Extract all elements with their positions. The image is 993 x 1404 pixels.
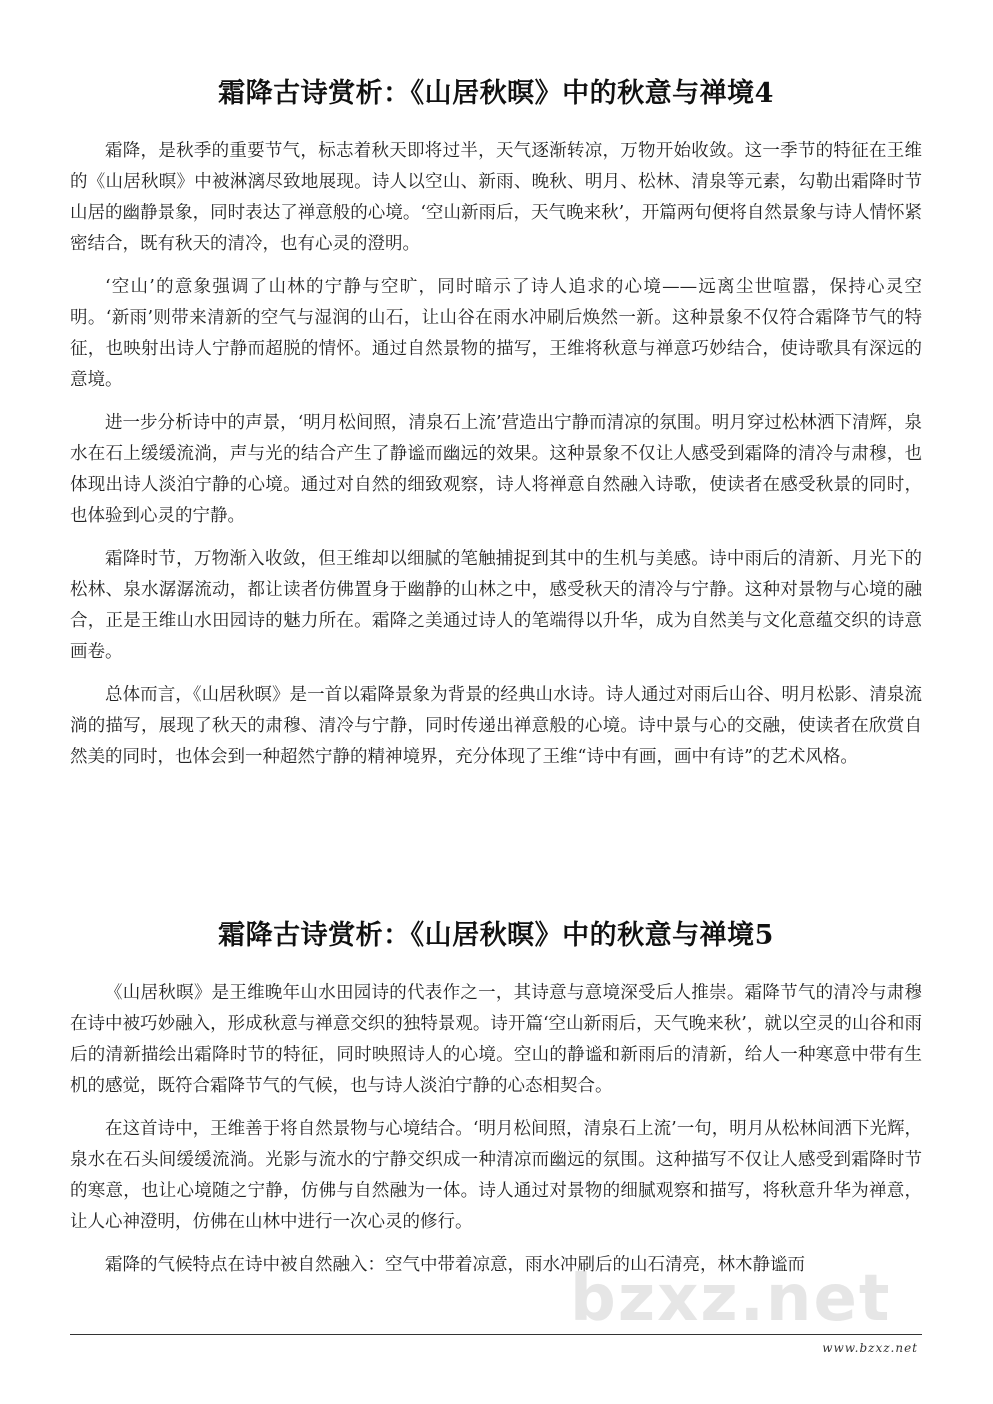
article-title: 霜降古诗赏析：《山居秋暝》中的秋意与禅境5	[218, 920, 774, 951]
watermark-logo: bzxz.net	[570, 1262, 892, 1336]
paragraph: 在这首诗中，王维善于将自然景物与心境结合。‘明月松间照，清泉石上流’一句，明月从松林间洒下光辉，泉水在石头间缓缓流淌。光影与流水的宁静交织成一种清凉而幽远的氛围。这种描写不仅让人感受到霜降时节的寒意，也让心境随之宁静，仿佛与自然融为一体。诗人通过对景物的细腻观察和描写，将秋意升华为禅意，让人心神澄明，仿佛在山林中进行一次心灵的修行。	[70, 1119, 922, 1233]
paragraph: 《山居秋暝》是王维晚年山水田园诗的代表作之一，其诗意与意境深受后人推崇。霜降节气的清冷与肃穆在诗中被巧妙融入，形成秋意与禅意交织的独特景观。诗开篇‘空山新雨后，天气晚来秋’，就以空灵的山谷和雨后的清新描绘出霜降时节的特征，同时映照诗人的心境。空山的静谧和新雨后的清新，给人一种寒意中带有生机的感觉，既符合霜降节气的气候，也与诗人淡泊宁静的心态相契合。	[70, 983, 922, 1097]
footer-divider	[70, 1334, 922, 1335]
article-title: 霜降古诗赏析：《山居秋暝》中的秋意与禅境4	[218, 78, 774, 109]
article-section-5	[70, 920, 922, 1293]
paragraph: 霜降，是秋季的重要节气，标志着秋天即将过半，天气逐渐转凉，万物开始收敛。这一季节的特征在王维的《山居秋暝》中被淋漓尽致地展现。诗人以空山、新雨、晚秋、明月、松林、清泉等元素，勾勒出霜降时节山居的幽静景象，同时表达了禅意般的心境。‘空山新雨后，天气晚来秋’，开篇两句便将自然景象与诗人情怀紧密结合，既有秋天的清冷，也有心灵的澄明。	[70, 141, 922, 255]
paragraph: 进一步分析诗中的声景，‘明月松间照，清泉石上流’营造出宁静而清凉的氛围。明月穿过松林洒下清辉，泉水在石上缓缓流淌，声与光的结合产生了静谧而幽远的效果。这种景象不仅让人感受到霜降的清冷与肃穆，也体现出诗人淡泊宁静的心境。通过对自然的细致观察，诗人将禅意自然融入诗歌，使读者在感受秋景的同时，也体验到心灵的宁静。	[70, 413, 922, 527]
paragraph: 霜降时节，万物渐入收敛，但王维却以细腻的笔触捕捉到其中的生机与美感。诗中雨后的清新、月光下的松林、泉水潺潺流动，都让读者仿佛置身于幽静的山林之中，感受秋天的清冷与宁静。这种对景物与心境的融合，正是王维山水田园诗的魅力所在。霜降之美通过诗人的笔端得以升华，成为自然美与文化意蕴交织的诗意画卷。	[70, 549, 922, 663]
footer-url: www.bzxz.net	[822, 1341, 918, 1355]
article-section-4	[70, 78, 922, 785]
paragraph: 总体而言，《山居秋暝》是一首以霜降景象为背景的经典山水诗。诗人通过对雨后山谷、明月松影、清泉流淌的描写，展现了秋天的肃穆、清冷与宁静，同时传递出禅意般的心境。诗中景与心的交融，使读者在欣赏自然美的同时，也体会到一种超然宁静的精神境界，充分体现了王维“诗中有画，画中有诗”的艺术风格。	[70, 685, 922, 768]
paragraph: 霜降的气候特点在诗中被自然融入：空气中带着凉意，雨水冲刷后的山石清亮，林木静谧而	[105, 1255, 805, 1276]
paragraph: ‘空山’的意象强调了山林的宁静与空旷，同时暗示了诗人追求的心境——远离尘世喧嚣，保持心灵空明。‘新雨’则带来清新的空气与湿润的山石，让山谷在雨水冲刷后焕然一新。这种景象不仅符合霜降节气的特征，也映射出诗人宁静而超脱的情怀。通过自然景物的描写，王维将秋意与禅意巧妙结合，使诗歌具有深远的意境。	[70, 277, 922, 391]
